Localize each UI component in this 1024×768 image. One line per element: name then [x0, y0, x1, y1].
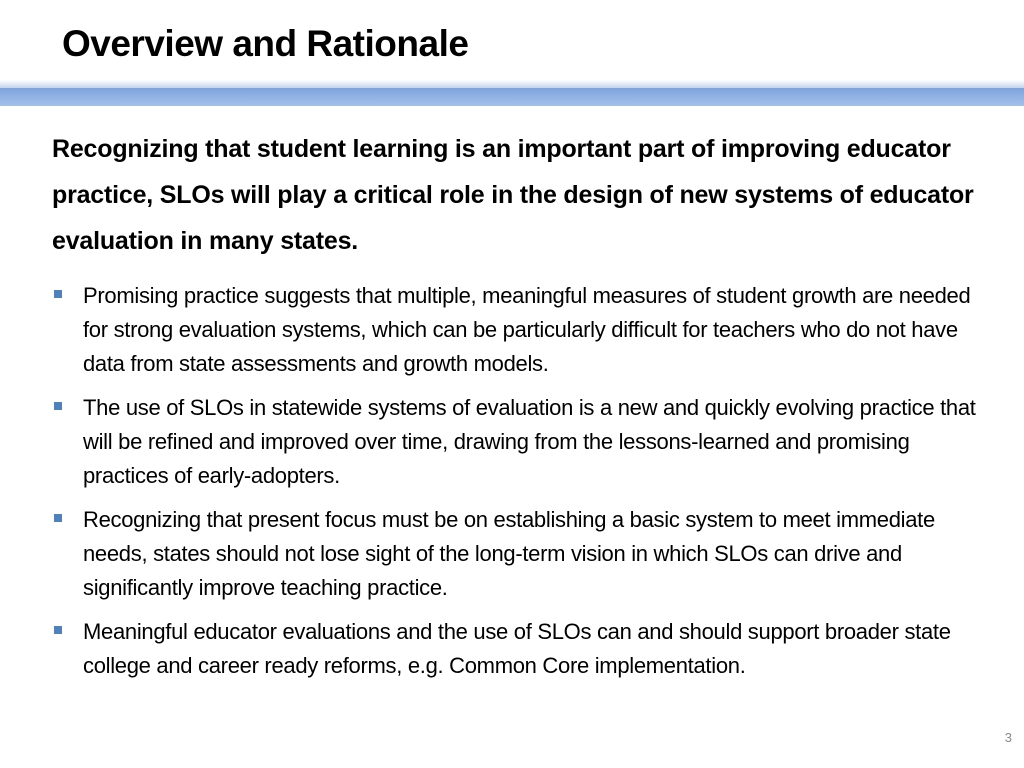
bullet-list	[52, 279, 992, 693]
square-bullet-icon	[54, 514, 62, 522]
bullet-item	[52, 391, 992, 493]
bullet-item	[52, 279, 992, 381]
bullet-text: Meaningful educator evaluations and the use of SLOs can and should support broader state college and career ready reforms, e.g. Common Core implementation.	[83, 619, 951, 678]
bullet-item	[52, 615, 992, 683]
square-bullet-icon	[54, 290, 62, 298]
title-bar-shadow	[0, 80, 1024, 88]
bullet-item	[52, 503, 992, 605]
square-bullet-icon	[54, 402, 62, 410]
bullet-text: Recognizing that present focus must be on establishing a basic system to meet immediate needs, states should not lose sight of the long-term vision in which SLOs can drive and significantly improve teaching practice.	[83, 507, 935, 600]
slide-title: Overview and Rationale	[62, 23, 469, 64]
title-bar	[0, 88, 1024, 106]
square-bullet-icon	[54, 626, 62, 634]
lead-statement: Recognizing that student learning is an important part of improving educator practice, SLOs will play a critical role in the design of new systems of educator evaluation in many states.	[52, 135, 974, 255]
bullet-text: The use of SLOs in statewide systems of evaluation is a new and quickly evolving practice that will be refined and improved over time, drawing from the lessons-learned and promising practices of early-adopters.	[83, 395, 976, 488]
bullet-text: Promising practice suggests that multiple, meaningful measures of student growth are needed for strong evaluation systems, which can be particularly difficult for teachers who do not have data from state assessments and growth models.	[83, 283, 971, 376]
page-number: 3	[1004, 730, 1012, 745]
